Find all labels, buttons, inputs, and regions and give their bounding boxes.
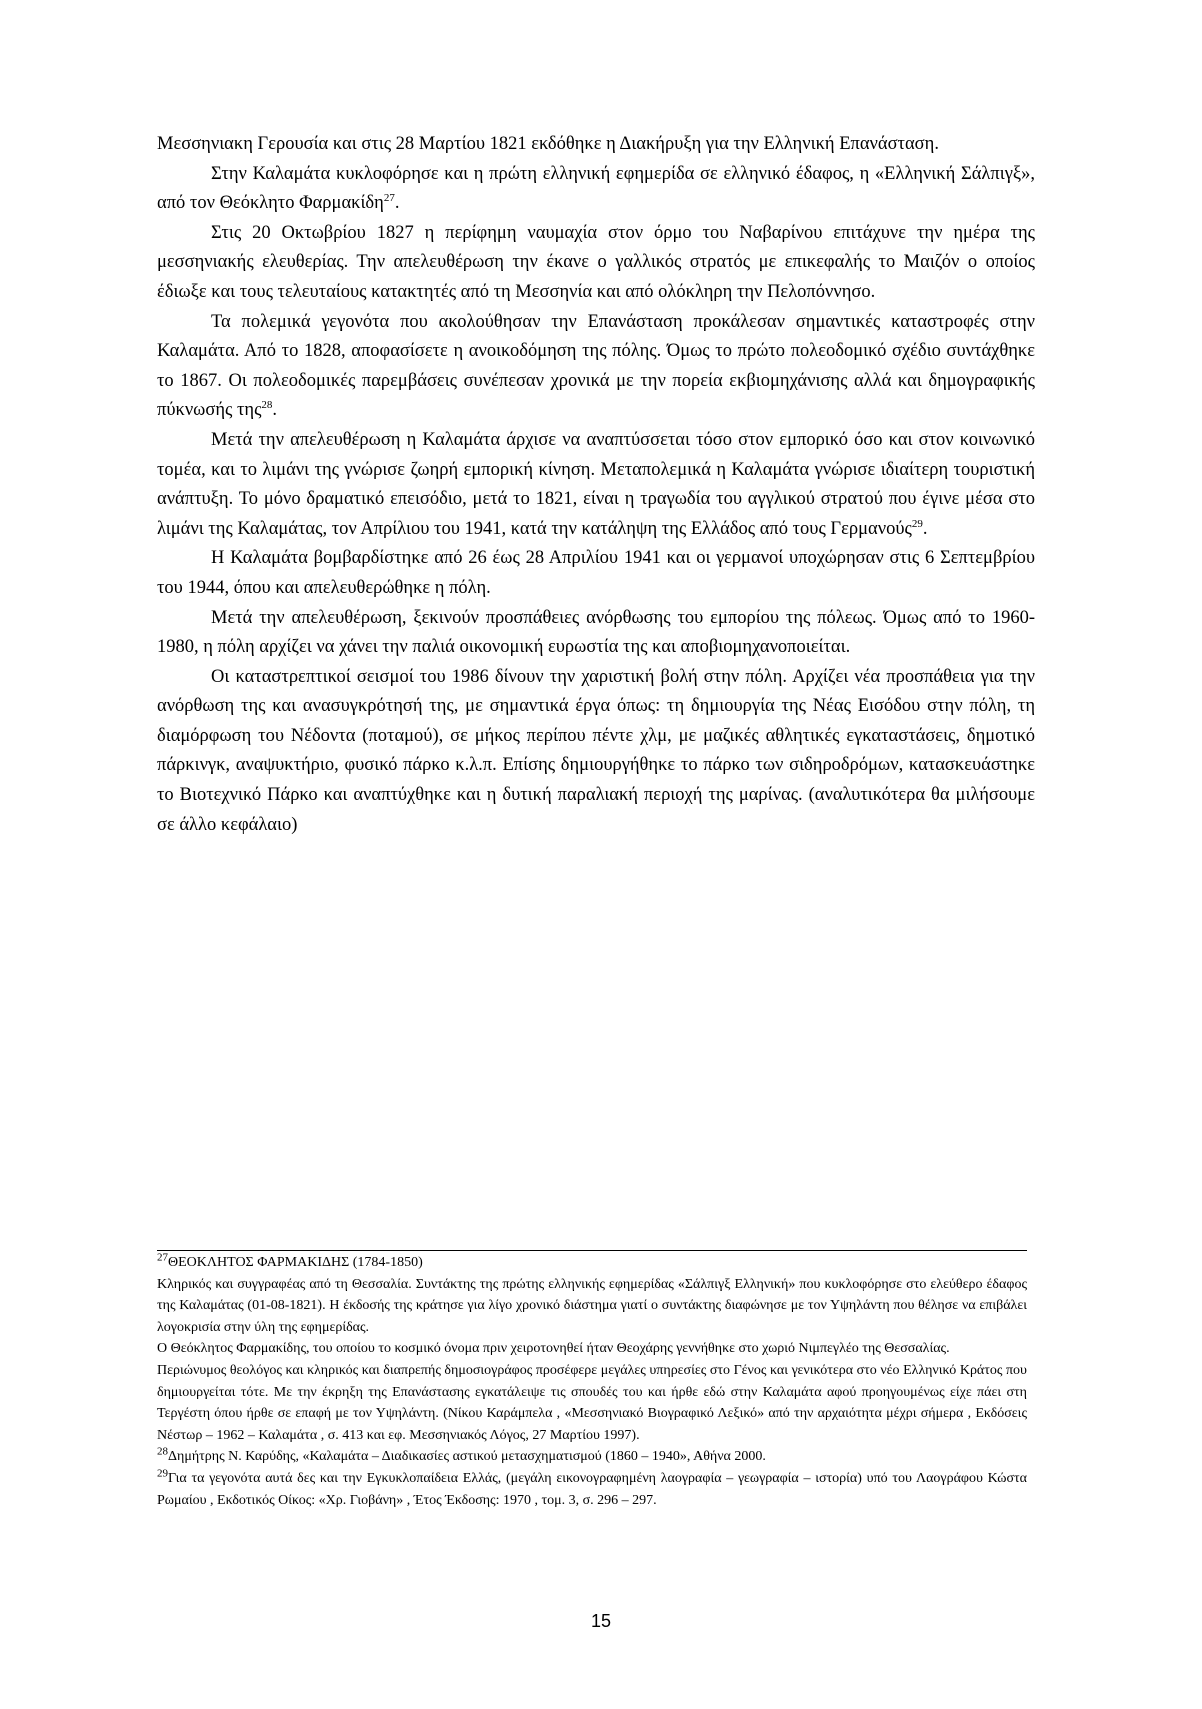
text-run: . — [922, 518, 928, 539]
footnote — [157, 1252, 1027, 1274]
text-run: Μετά την απελευθέρωση η Καλαμάτα άρχισε να αναπτύσσεται τόσο στον εμπορικό όσο και στον κοινωνικό τομέα, και το λιμάνι της γνώρισε ζωηρή εμπορική κίνηση. Μεταπολεμικά η Καλαμάτα γνώρισε ιδιαίτερη τουριστική ανάπτυξη. Το μόνο δραματικό επεισόδιο, μετά το 1821, είναι η τραγωδία του αγγλικού στρατού που έγινε μέσα στο λιμάνι της Καλαμάτας, τον Απρίλιου του 1941, κατά την κατάληψη της Ελλάδος από τους Γερμανούς — [157, 429, 1035, 539]
text-run: Στις 20 Οκτωβρίου 1827 η περίφημη ναυμαχία στον όρμο του Ναβαρίνου επιτάχυνε την ημέρα της μεσσηνιακής ελευθερίας. Την απελευθέρωση την έκανε ο γαλλικός στρατός με επικεφαλής το Μαιζόν ο οποίος έδιωξε και τους τελευταίους κατακτητές από τη Μεσσηνία και από ολόκληρη την Πελοπόννησο. — [157, 222, 1035, 302]
text-run: Ο Θεόκλητος Φαρμακίδης, του οποίου το κοσμικό όνομα πριν χειροτονηθεί ήταν Θεοχάρης γεννήθηκε στο χωριό Νιμπεγλέο της Θεσσαλίας. — [157, 1341, 950, 1357]
text-run: Μετά την απελευθέρωση, ξεκινούν προσπάθειες ανόρθωσης του εμπορίου της πόλεως. Όμως από το 1960-1980, η πόλη αρχίζει να χάνει την παλιά οικονομική ευρωστία της και αποβιομηχανοποιείται. — [157, 607, 1035, 658]
text-run: . — [272, 400, 278, 421]
paragraph — [157, 219, 1035, 308]
footnote — [157, 1446, 1027, 1468]
footnote — [157, 1274, 1027, 1339]
text-run: Στην Καλαμάτα κυκλοφόρησε και η πρώτη ελληνική εφημερίδα σε ελληνικό έδαφος, η «Ελληνική Σάλπιγξ», από τον Θεόκλητο Φαρμακίδη — [157, 163, 1035, 214]
footnote-marker: 28 — [157, 1445, 168, 1458]
footnote-marker: 28 — [261, 399, 273, 412]
text-run: Τα πολεμικά γεγονότα που ακολούθησαν την Επανάσταση προκάλεσαν σημαντικές καταστροφές στην Καλαμάτα. Από το 1828, αποφασίσετε η ανοικοδόμηση της πόλης. Όμως το πρώτο πολεοδομικό σχέδιο συντάχθηκε το 1867. Οι πολεοδομικές παρεμβάσεις συνέπεσαν χρονικά με την πορεία εκβιομηχάνισης αλλά και δημογραφικής πύκνωσής της — [157, 311, 1035, 421]
main-text — [157, 130, 1035, 840]
footnote-marker: 27 — [383, 192, 395, 205]
text-run: ΘΕΟΚΛΗΤΟΣ ΦΑΡΜΑΚΙΔΗΣ (1784-1850) — [168, 1255, 423, 1270]
paragraph — [157, 426, 1035, 544]
paragraph — [157, 160, 1035, 219]
footnote-separator — [157, 1250, 1027, 1251]
footnote — [157, 1468, 1027, 1511]
footnote-marker: 29 — [911, 517, 923, 530]
footnotes-section — [157, 1252, 1027, 1511]
text-run: Περιώνυμος θεολόγος και κληρικός και διαπρεπής δημοσιογράφος προσέφερε μεγάλες υπηρεσίες στο Γένος και γενικότερα στο νέο Ελληνικό Κράτος που δημιουργείται τότε. Με την έκρηξη της Επανάστασης εγκατάλειψε τις σπουδές του και ήρθε εδώ στην Καλαμάτα αφού προηγουμένως είχε πάει στη Τεργέστη όπου ήρθε σε επαφή με τον Υψηλάντη. (Νίκου Καράμπελα , «Μεσσηνιακό Βιογραφικό Λεξικό» από την αρχαιότητα μέχρι σήμερα , Εκδόσεις Νέστωρ – 1962 – Καλαμάτα , σ. 413 και εφ. Μεσσηνιακός Λόγος, 27 Μαρτίου 1997). — [157, 1362, 1027, 1443]
paragraph — [157, 604, 1035, 663]
paragraph — [157, 663, 1035, 841]
page-number: 15 — [590, 1611, 612, 1631]
text-run: Δημήτρης Ν. Καρύδης, «Καλαμάτα – Διαδικασίες αστικού μετασχηματισμού (1860 – 1940», Αθήνα 2000. — [168, 1449, 766, 1465]
paragraph — [157, 130, 1035, 160]
paragraph — [157, 544, 1035, 603]
text-run: Κληρικός και συγγραφέας από τη Θεσσαλία. Συντάκτης της πρώτης ελληνικής εφημερίδας «Σάλπιγξ Ελληνική» που κυκλοφόρησε στο ελεύθερο έδαφος της Καλαμάτας (01-08-1821). Η έκδοσής της κράτησε για λίγο χρονικό διάστημα γιατί ο συντάκτης διαφώνησε με τον Υψηλάντη που θέλησε να επιβάλει λογοκρισία στην ύλη της εφημερίδας. — [157, 1276, 1027, 1335]
footnote-marker: 27 — [157, 1251, 168, 1264]
text-run: Μεσσηνιακη Γερουσία και στις 28 Μαρτίου 1821 εκδόθηκε η Διακήρυξη για την Ελληνική Επανάσταση. — [157, 134, 939, 154]
footnote — [157, 1360, 1027, 1446]
text-run: Για τα γεγονότα αυτά δες και την Εγκυκλοπαίδεια Ελλάς, (μεγάλη εικονογραφημένη λαογραφία – γεωγραφία – ιστορία) υπό του Λαογράφου Κώστα Ρωμαίου , Εκδοτικός Οίκος: «Χρ. Γιοβάνη» , Έτος Έκδοσης: 1970 , τομ. 3, σ. 296 – 297. — [157, 1470, 1027, 1508]
footnote-marker: 29 — [157, 1467, 168, 1480]
text-run: Η Καλαμάτα βομβαρδίστηκε από 26 έως 28 Απριλίου 1941 και οι γερμανοί υποχώρησαν στις 6 Σεπτεμβρίου του 1944, όπου και απελευθερώθηκε η πόλη. — [157, 548, 1035, 598]
text-run: Οι καταστρεπτικοί σεισμοί του 1986 δίνουν την χαριστική βολή στην πόλη. Αρχίζει νέα προσπάθεια για την ανόρθωση της και ανασυγκρότησή της, με σημαντικά έργα όπως: τη δημιουργία της Νέας Εισόδου στην πόλη, τη διαμόρφωση του Νέδοντα (ποταμού), σε μήκος περίπου πέντε χλμ, με μαζικές αθλητικές εγκαταστάσεις, δημοτικό πάρκινγκ, αναψυκτήριο, φυσικό πάρκο κ.λ.π. Επίσης δημιουργήθηκε το πάρκο των σιδηροδρόμων, κατασκευάστηκε το Βιοτεχνικό Πάρκο και αναπτύχθηκε και η δυτική παραλιακή περιοχή της μαρίνας. (αναλυτικότερα θα μιλήσουμε σε άλλο κεφάλαιο) — [157, 666, 1035, 835]
footnote — [157, 1338, 1027, 1360]
paragraph — [157, 308, 1035, 426]
text-run: . — [394, 193, 400, 214]
